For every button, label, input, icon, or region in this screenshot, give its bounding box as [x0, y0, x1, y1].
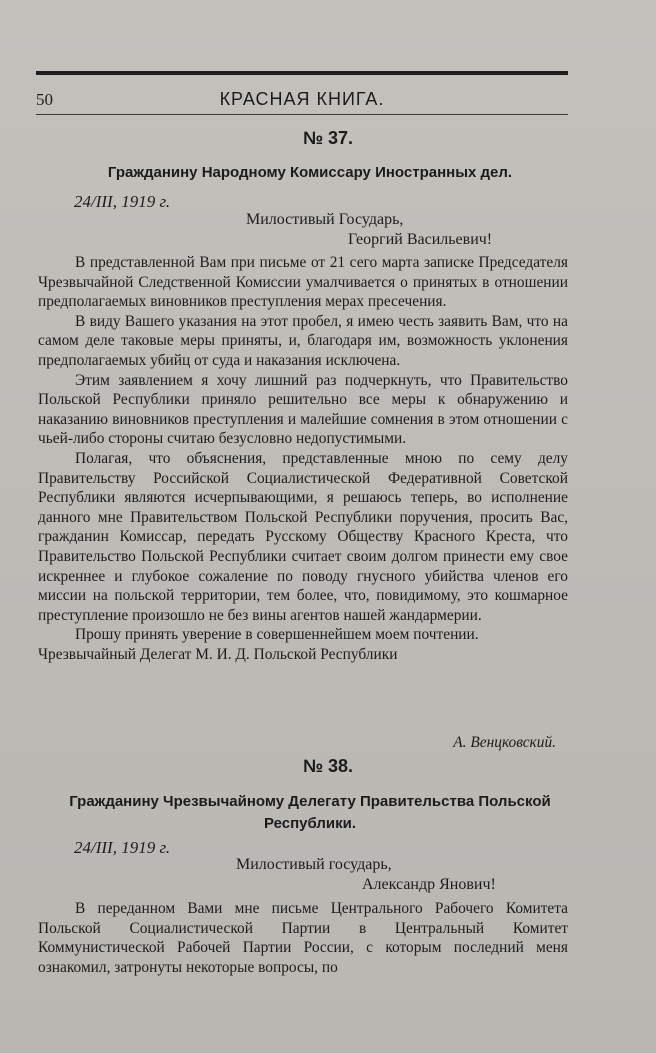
document-37-paragraph-3: Этим заявлением я хочу лишний раз подчеркнуть, что Правительство Польской Республики приняло решительно все меры к обнаружению и наказанию виновников преступления и малейшие сомнения в этом отношении с чьей-либо стороны считаю безусловно недопустимыми.: [38, 371, 568, 448]
document-37-number: № 37.: [302, 128, 354, 148]
document-38-heading: [40, 791, 580, 835]
document-38-date: 24/III, 1919 г.: [74, 838, 171, 857]
document-38-heading-line-1: Гражданину Чрезвычайному Делегату Правительства Польской: [69, 793, 551, 810]
document-37-heading: Гражданину Народному Комиссару Иностранных дел.: [107, 164, 513, 181]
running-title: КРАСНАЯ КНИГА.: [219, 89, 385, 109]
document-38-body: [38, 899, 568, 977]
document-37-paragraph-1: В представленной Вам при письме от 21 сего марта записке Председателя Чрезвычайной Следственной Комиссии умалчивается о принятых в отношении предполагаемых виновников преступления мерах пресечения.: [38, 254, 568, 311]
document-38-number: № 38.: [302, 756, 354, 776]
document-37-closing: Чрезвычайный Делегат М. И. Д. Польской Республики: [38, 645, 398, 663]
document-38-heading-line-2: Республики.: [263, 815, 357, 832]
document-38-salutation-1: Милостивый государь,: [236, 856, 392, 873]
document-38-salutation-2: Александр Янович!: [362, 876, 496, 893]
document-37-paragraph-2: В виду Вашего указания на этот пробел, я имею честь заявить Вам, что на самом деле таковые меры приняты, и, благодаря им, возможность уклонения предполагаемых убийц от суда и наказания исключена.: [38, 312, 568, 369]
document-37-body: [38, 253, 568, 664]
document-38-paragraph-1: В переданном Вами мне письме Центрального Рабочего Комитета Польской Социалистической Партии в Центральный Комитет Коммунистической Рабочей Партии России, с которым последний меня ознакомил, затронуты некоторые вопросы, по: [38, 900, 568, 976]
document-37-paragraph-4: Полагая, что объяснения, представленные мною по сему делу Правительству Российской Социалистической Федеративной Советской Республики являются исчерпывающими, я решаюсь теперь, во исполнение данного мне Правительством Польской Республики поручения, просить Вас, гражданин Комиссар, передать Русскому Обществу Красного Креста, что Правительство Польской Республики считает своим долгом принести ему свое искреннее и глубокое сожаление по поводу гнусного убийства членов его миссии на польской территории, тем более, что, повидимому, это кошмарное преступление произошло не без вины агентов нашей жандармерии.: [38, 449, 568, 624]
document-37-salutation-2: Георгий Васильевич!: [348, 231, 493, 248]
page-number: 50: [36, 90, 53, 109]
document-37-salutation-1: Милостивый Государь,: [246, 211, 404, 228]
document-37-signature: А. Венцковский.: [453, 734, 556, 751]
document-37-date: 24/III, 1919 г.: [74, 192, 171, 211]
document-37-paragraph-5: Прошу принять уверение в совершеннейшем моем почтении.: [75, 626, 479, 644]
page-header: [36, 86, 568, 115]
top-rule: [36, 71, 568, 75]
